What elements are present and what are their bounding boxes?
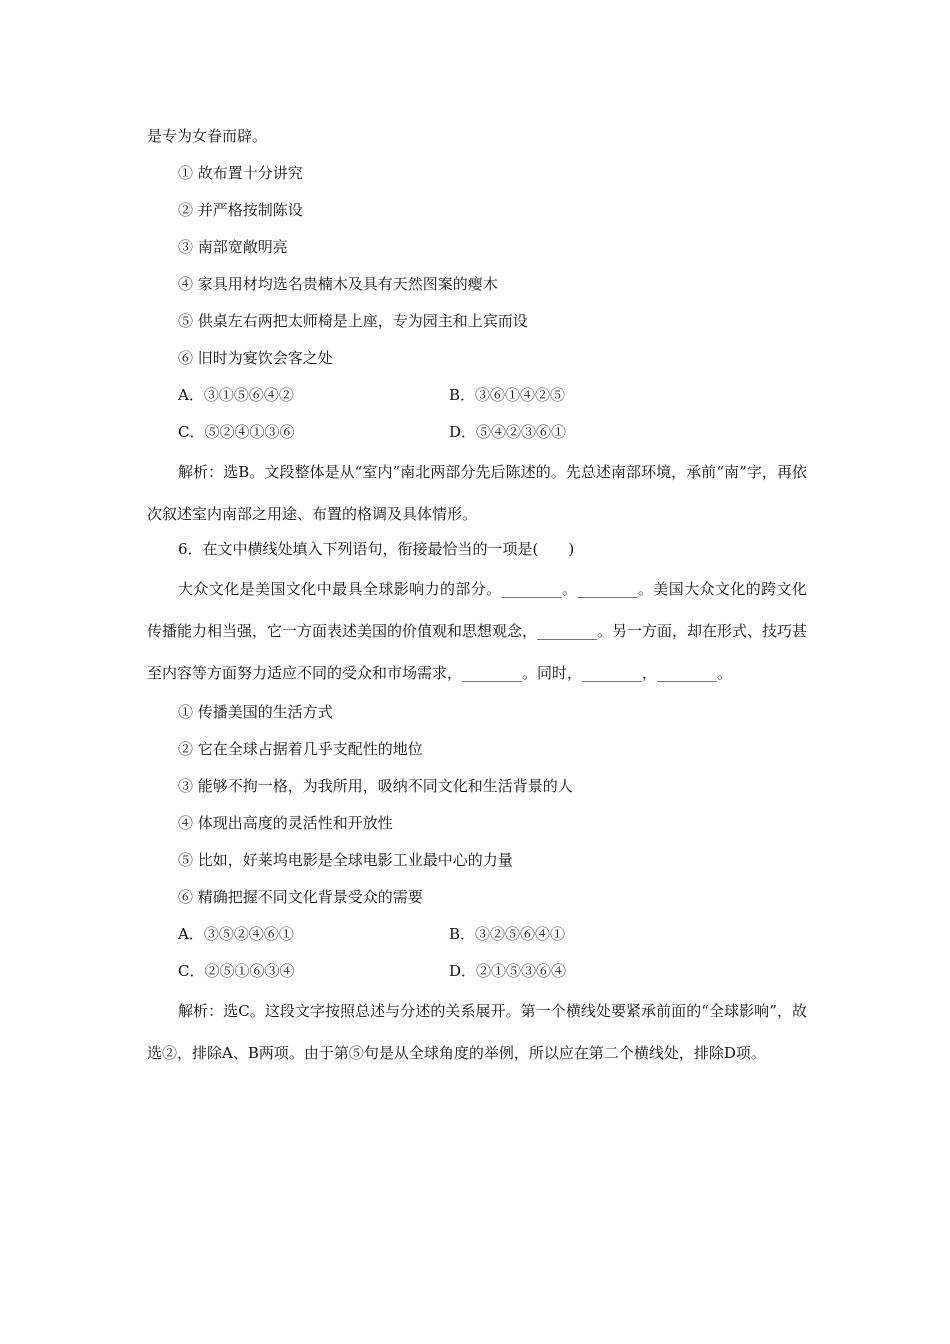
q6-item-5: ⑤ 比如，好莱坞电影是全球电影工业最中心的力量 [178, 851, 513, 869]
q5-options-row-2 [147, 414, 807, 451]
q6-option-b: B．③②⑤⑥④① [449, 925, 566, 943]
q6-item-3: ③ 能够不拘一格，为我所用，吸纳不同文化和生活背景的人 [178, 777, 573, 795]
q6-option-d: D．②①⑤③⑥④ [449, 962, 567, 980]
q6-options-row-1 [147, 916, 807, 953]
q5-item-6: ⑥ 旧时为宴饮会客之处 [178, 349, 333, 367]
q5-option-b: B．③⑥①④②⑤ [449, 386, 566, 404]
q6-item-4: ④ 体现出高度的灵活性和开放性 [178, 814, 393, 832]
q5-item-2: ② 并严格按制陈设 [178, 201, 303, 219]
q5-item-4: ④ 家具用材均选名贵楠木及具有天然图案的瘿木 [178, 275, 498, 293]
q5-option-c: C．⑤②④①③⑥ [178, 423, 295, 441]
q6-analysis: 解析：选C。这段文字按照总述与分述的关系展开。第一个横线处要紧承前面的“全球影响”，故选②，排除A、B两项。由于第⑤句是从全球角度的举例，所以应在第二个横线处，排除D项。 [147, 1002, 807, 1062]
q6-passage-block [147, 568, 807, 694]
q6-item-2: ② 它在全球占据着几乎支配性的地位 [178, 740, 423, 758]
q5-passage-tail: 是专为女眷而辟。 [147, 127, 268, 145]
document-page [147, 118, 807, 1074]
q5-analysis-block [147, 451, 807, 535]
q5-item-3: ③ 南部宽敞明亮 [178, 238, 288, 256]
q6-item-1: ① 传播美国的生活方式 [178, 703, 333, 721]
q6-option-a: A．③⑤②④⑥① [178, 925, 294, 943]
q6-option-c: C．②⑤①⑥③④ [178, 962, 295, 980]
q5-item-1: ① 故布置十分讲究 [178, 164, 303, 182]
q5-item-5: ⑤ 供桌左右两把太师椅是上座，专为园主和上宾而设 [178, 312, 528, 330]
q6-options-row-2 [147, 953, 807, 990]
q6-stem: 6．在文中横线处填入下列语句，衔接最恰当的一项是( ) [178, 540, 575, 558]
q6-analysis-block [147, 990, 807, 1074]
q5-option-a: A．③①⑤⑥④② [178, 386, 294, 404]
q5-option-d: D．⑤④②③⑥① [449, 423, 567, 441]
q5-analysis: 解析：选B。文段整体是从“室内”南北两部分先后陈述的。先总述南部环境，承前“南”字，再依次叙述室内南部之用途、布置的格调及具体情形。 [147, 463, 807, 523]
q6-passage: 大众文化是美国文化中最具全球影响力的部分。________。________。美国大众文化的跨文化传播能力相当强，它一方面表述美国的价值观和思想观念，________。另一方面，却在形式、技巧甚至内容等方面努力适应不同的受众和市场需求，________。同时，________，________。 [147, 580, 808, 682]
q6-item-6: ⑥ 精确把握不同文化背景受众的需要 [178, 888, 423, 906]
q5-options-row-1 [147, 377, 807, 414]
